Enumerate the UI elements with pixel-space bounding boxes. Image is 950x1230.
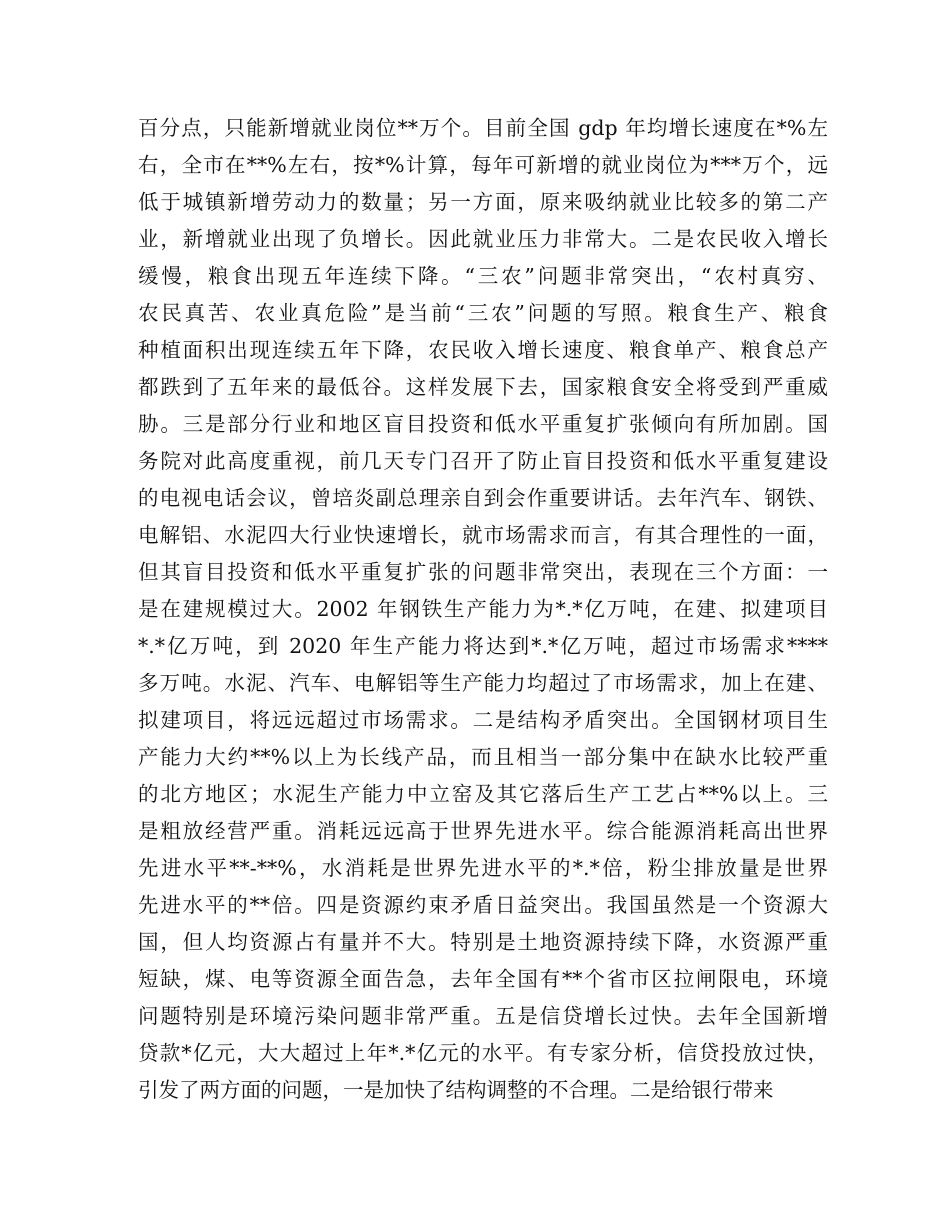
text-line: *.*亿万吨，到 2020 年生产能力将达到*.*亿万吨，超过市场需求**** — [138, 634, 828, 658]
text-line: 的电视电话会议，曾培炎副总理亲自到会作重要讲话。去年汽车、钢铁、 — [138, 486, 828, 510]
text-line: 产能力大约**%以上为长线产品，而且相当一部分集中在缺水比较严重 — [138, 745, 828, 769]
body-text — [138, 110, 828, 1109]
text-line: 先进水平**-**%，水消耗是世界先进水平的*.*倍，粉尘排放量是世界 — [138, 856, 828, 880]
text-line: 缓慢，粮食出现五年连续下降。“三农”问题非常突出，“农村真穷、 — [138, 264, 828, 288]
text-line: 多万吨。水泥、汽车、电解铝等生产能力均超过了市场需求，加上在建、 — [138, 671, 828, 695]
text-line: 问题特别是环境污染问题非常严重。五是信贷增长过快。去年全国新增 — [138, 1004, 828, 1028]
text-line: 百分点，只能新增就业岗位**万个。目前全国 gdp 年均增长速度在*%左 — [138, 116, 828, 140]
text-line: 是粗放经营严重。消耗远远高于世界先进水平。综合能源消耗高出世界 — [138, 819, 828, 843]
text-line: 务院对此高度重视，前几天专门召开了防止盲目投资和低水平重复建设 — [138, 449, 828, 473]
text-line: 的北方地区；水泥生产能力中立窑及其它落后生产工艺占**%以上。三 — [138, 782, 828, 806]
text-line: 但其盲目投资和低水平重复扩张的问题非常突出，表现在三个方面：一 — [138, 560, 828, 584]
text-line: 右，全市在**%左右，按*%计算，每年可新增的就业岗位为***万个，远 — [138, 153, 828, 177]
text-line: 农民真苦、农业真危险”是当前“三农”问题的写照。粮食生产、粮食 — [138, 301, 828, 325]
text-line: 业，新增就业出现了负增长。因此就业压力非常大。二是农民收入增长 — [138, 227, 828, 251]
text-line: 国，但人均资源占有量并不大。特别是土地资源持续下降，水资源严重 — [138, 930, 828, 954]
text-line: 先进水平的**倍。四是资源约束矛盾日益突出。我国虽然是一个资源大 — [138, 893, 828, 917]
text-line: 都跌到了五年来的最低谷。这样发展下去，国家粮食安全将受到严重威 — [138, 375, 828, 399]
text-line: 胁。三是部分行业和地区盲目投资和低水平重复扩张倾向有所加剧。国 — [138, 412, 828, 436]
text-line: 短缺，煤、电等资源全面告急，去年全国有**个省市区拉闸限电，环境 — [138, 967, 828, 991]
text-line: 是在建规模过大。2002 年钢铁生产能力为*.*亿万吨，在建、拟建项目 — [138, 597, 828, 621]
text-line: 种植面积出现连续五年下降，农民收入增长速度、粮食单产、粮食总产 — [138, 338, 828, 362]
text-line: 低于城镇新增劳动力的数量；另一方面，原来吸纳就业比较多的第二产 — [138, 190, 828, 214]
text-line: 引发了两方面的问题，一是加快了结构调整的不合理。二是给银行带来 — [138, 1078, 774, 1102]
text-line: 贷款*亿元，大大超过上年*.*亿元的水平。有专家分析，信贷投放过快， — [138, 1041, 828, 1065]
text-line: 拟建项目，将远远超过市场需求。二是结构矛盾突出。全国钢材项目生 — [138, 708, 828, 732]
text-line: 电解铝、水泥四大行业快速增长，就市场需求而言，有其合理性的一面， — [138, 523, 828, 547]
